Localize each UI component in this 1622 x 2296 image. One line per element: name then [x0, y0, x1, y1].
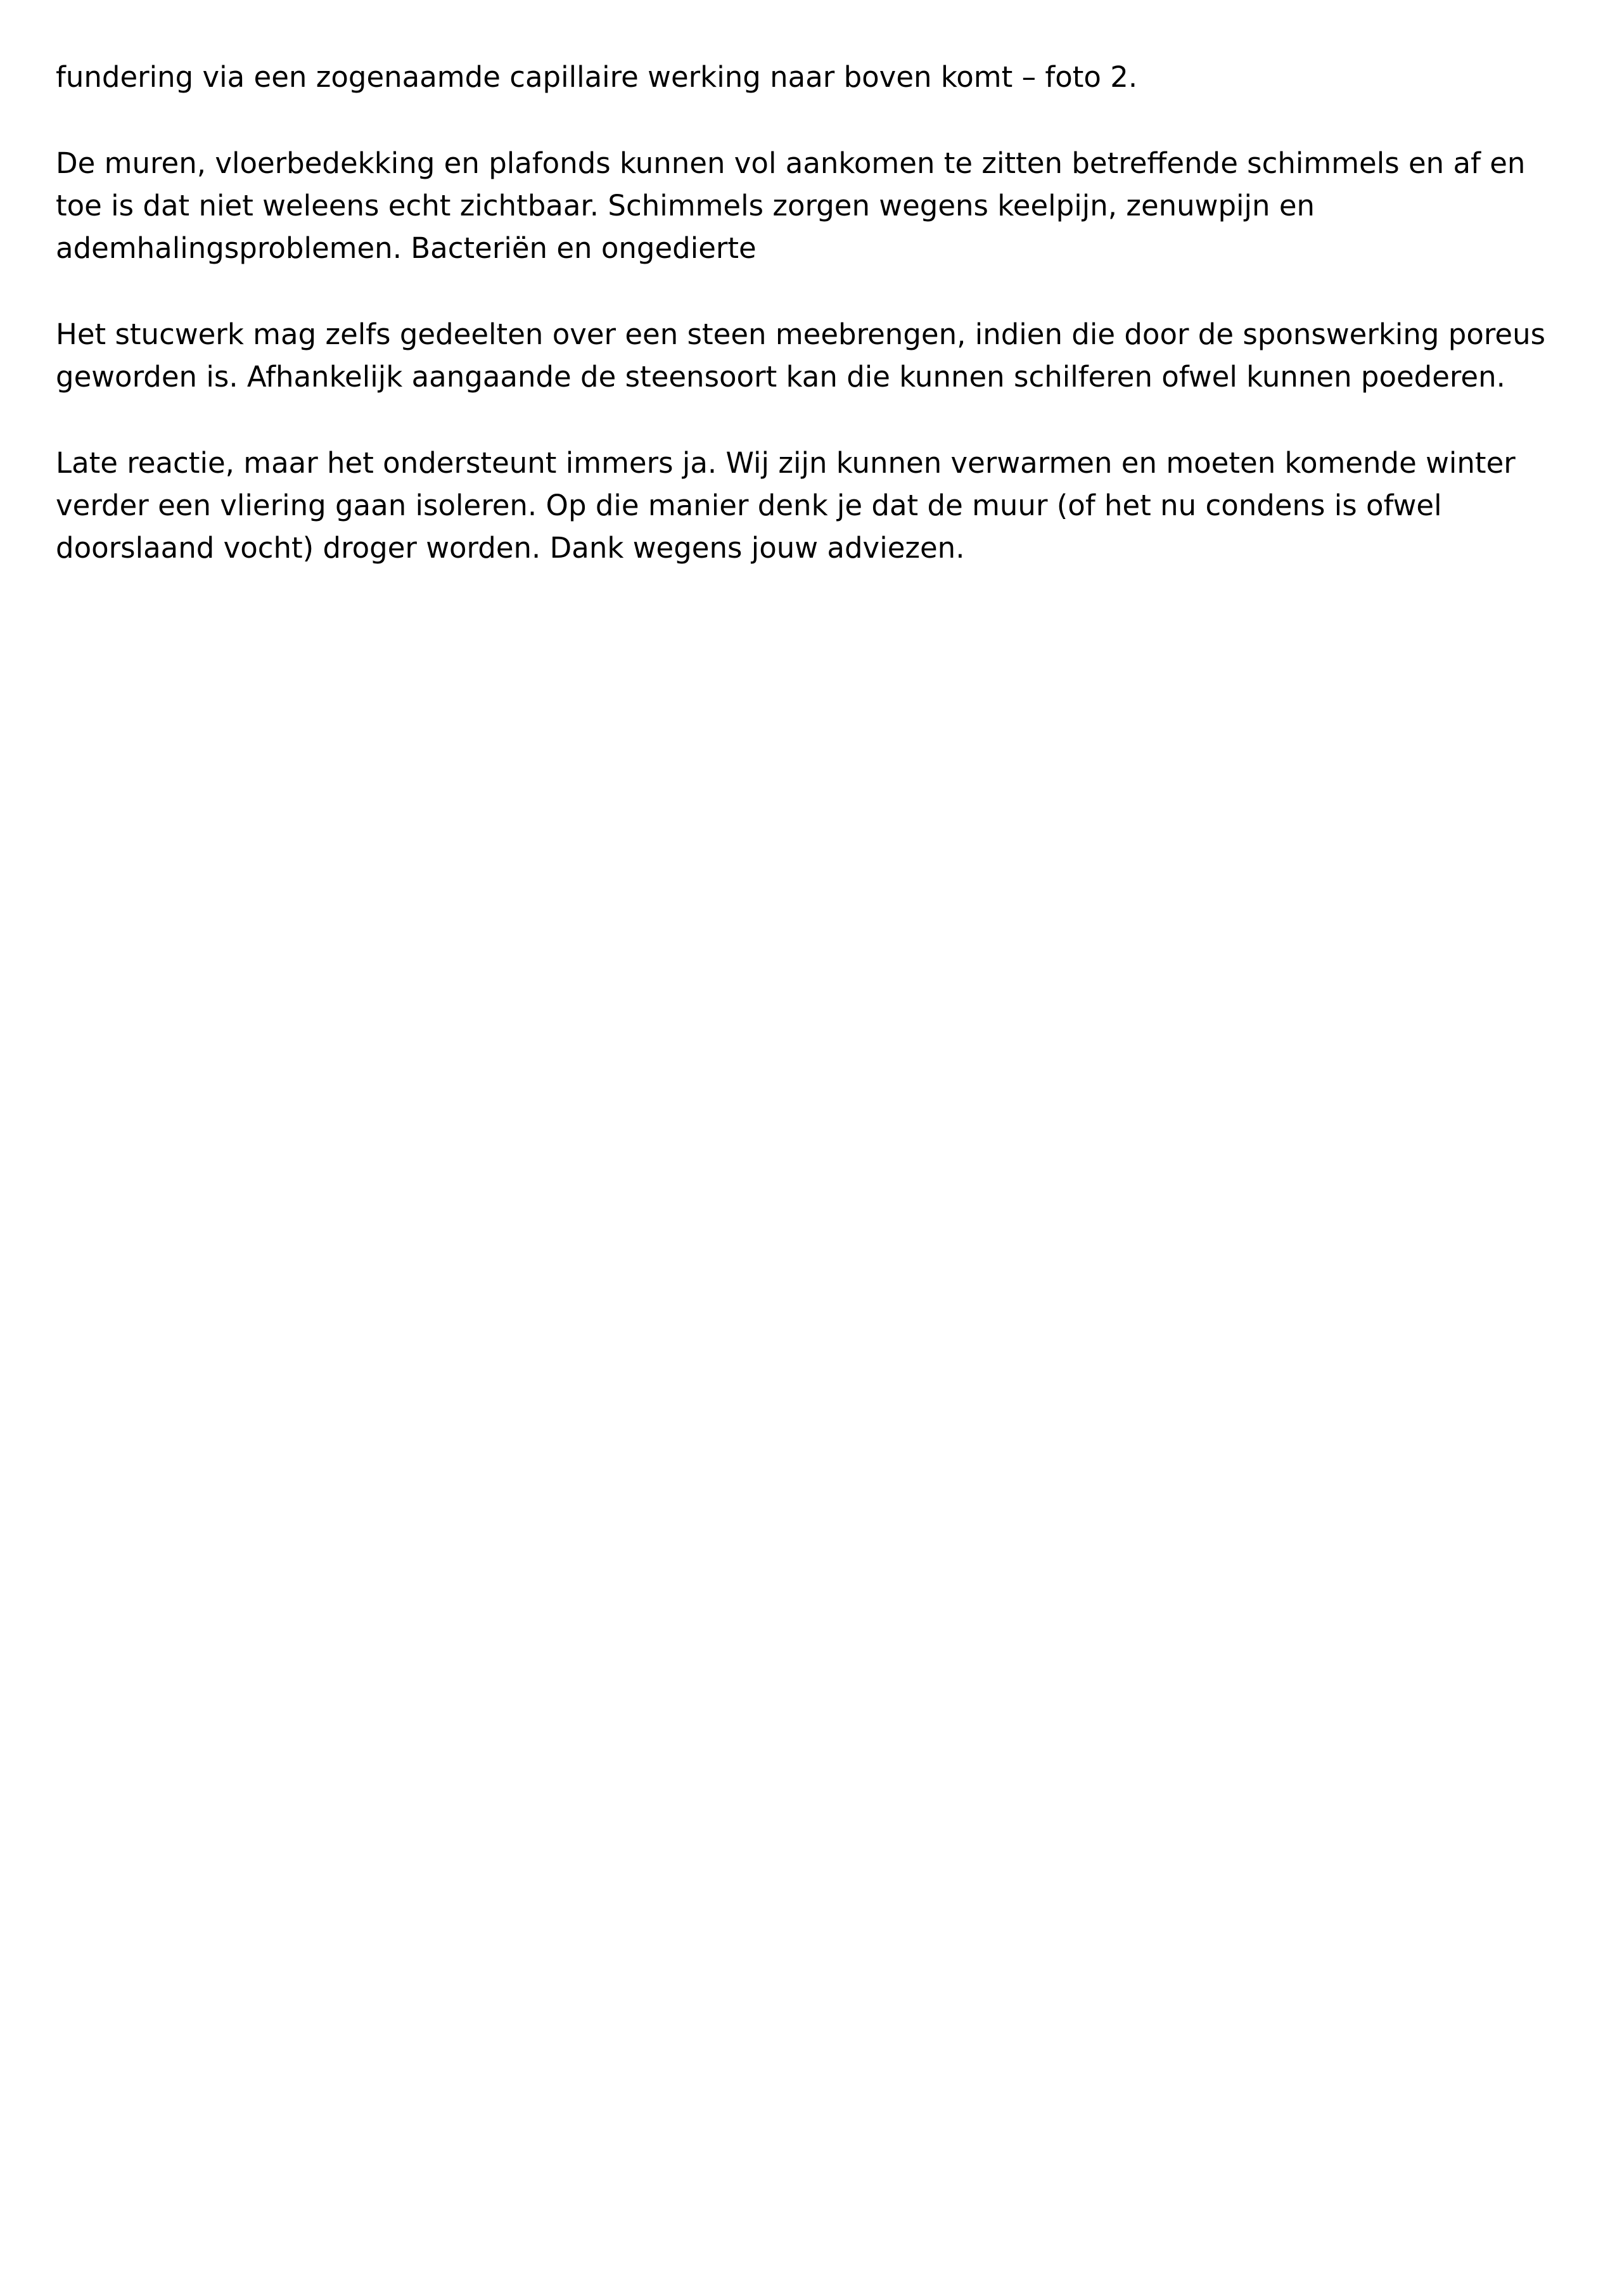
paragraph-foundation: fundering via een zogenaamde capillaire werking naar boven komt – foto 2.	[56, 60, 1138, 94]
document-body	[56, 56, 1567, 613]
paragraph-plaster: Het stucwerk mag zelfs gedeelten over een steen meebrengen, indien die door de sponswerking poreus geworden is. Afhankelijk aangaande de steensoort kan die kunnen schilferen ofwel kunnen poederen.	[56, 317, 1546, 394]
paragraph-reaction: Late reactie, maar het ondersteunt immers ja. Wij zijn kunnen verwarmen en moeten komende winter verder een vliering gaan isoleren. Op die manier denk je dat de muur (of het nu condens is ofwel doorslaand vocht) droger worden. Dank wegens jouw adviezen.	[56, 446, 1516, 565]
paragraph-mold: De muren, vloerbedekking en plafonds kunnen vol aankomen te zitten betreffende schimmels en af en toe is dat niet weleens echt zichtbaar. Schimmels zorgen wegens keelpijn, zenuwpijn en ademhalingsproblemen. Bacteriën en ongedierte	[56, 146, 1526, 265]
